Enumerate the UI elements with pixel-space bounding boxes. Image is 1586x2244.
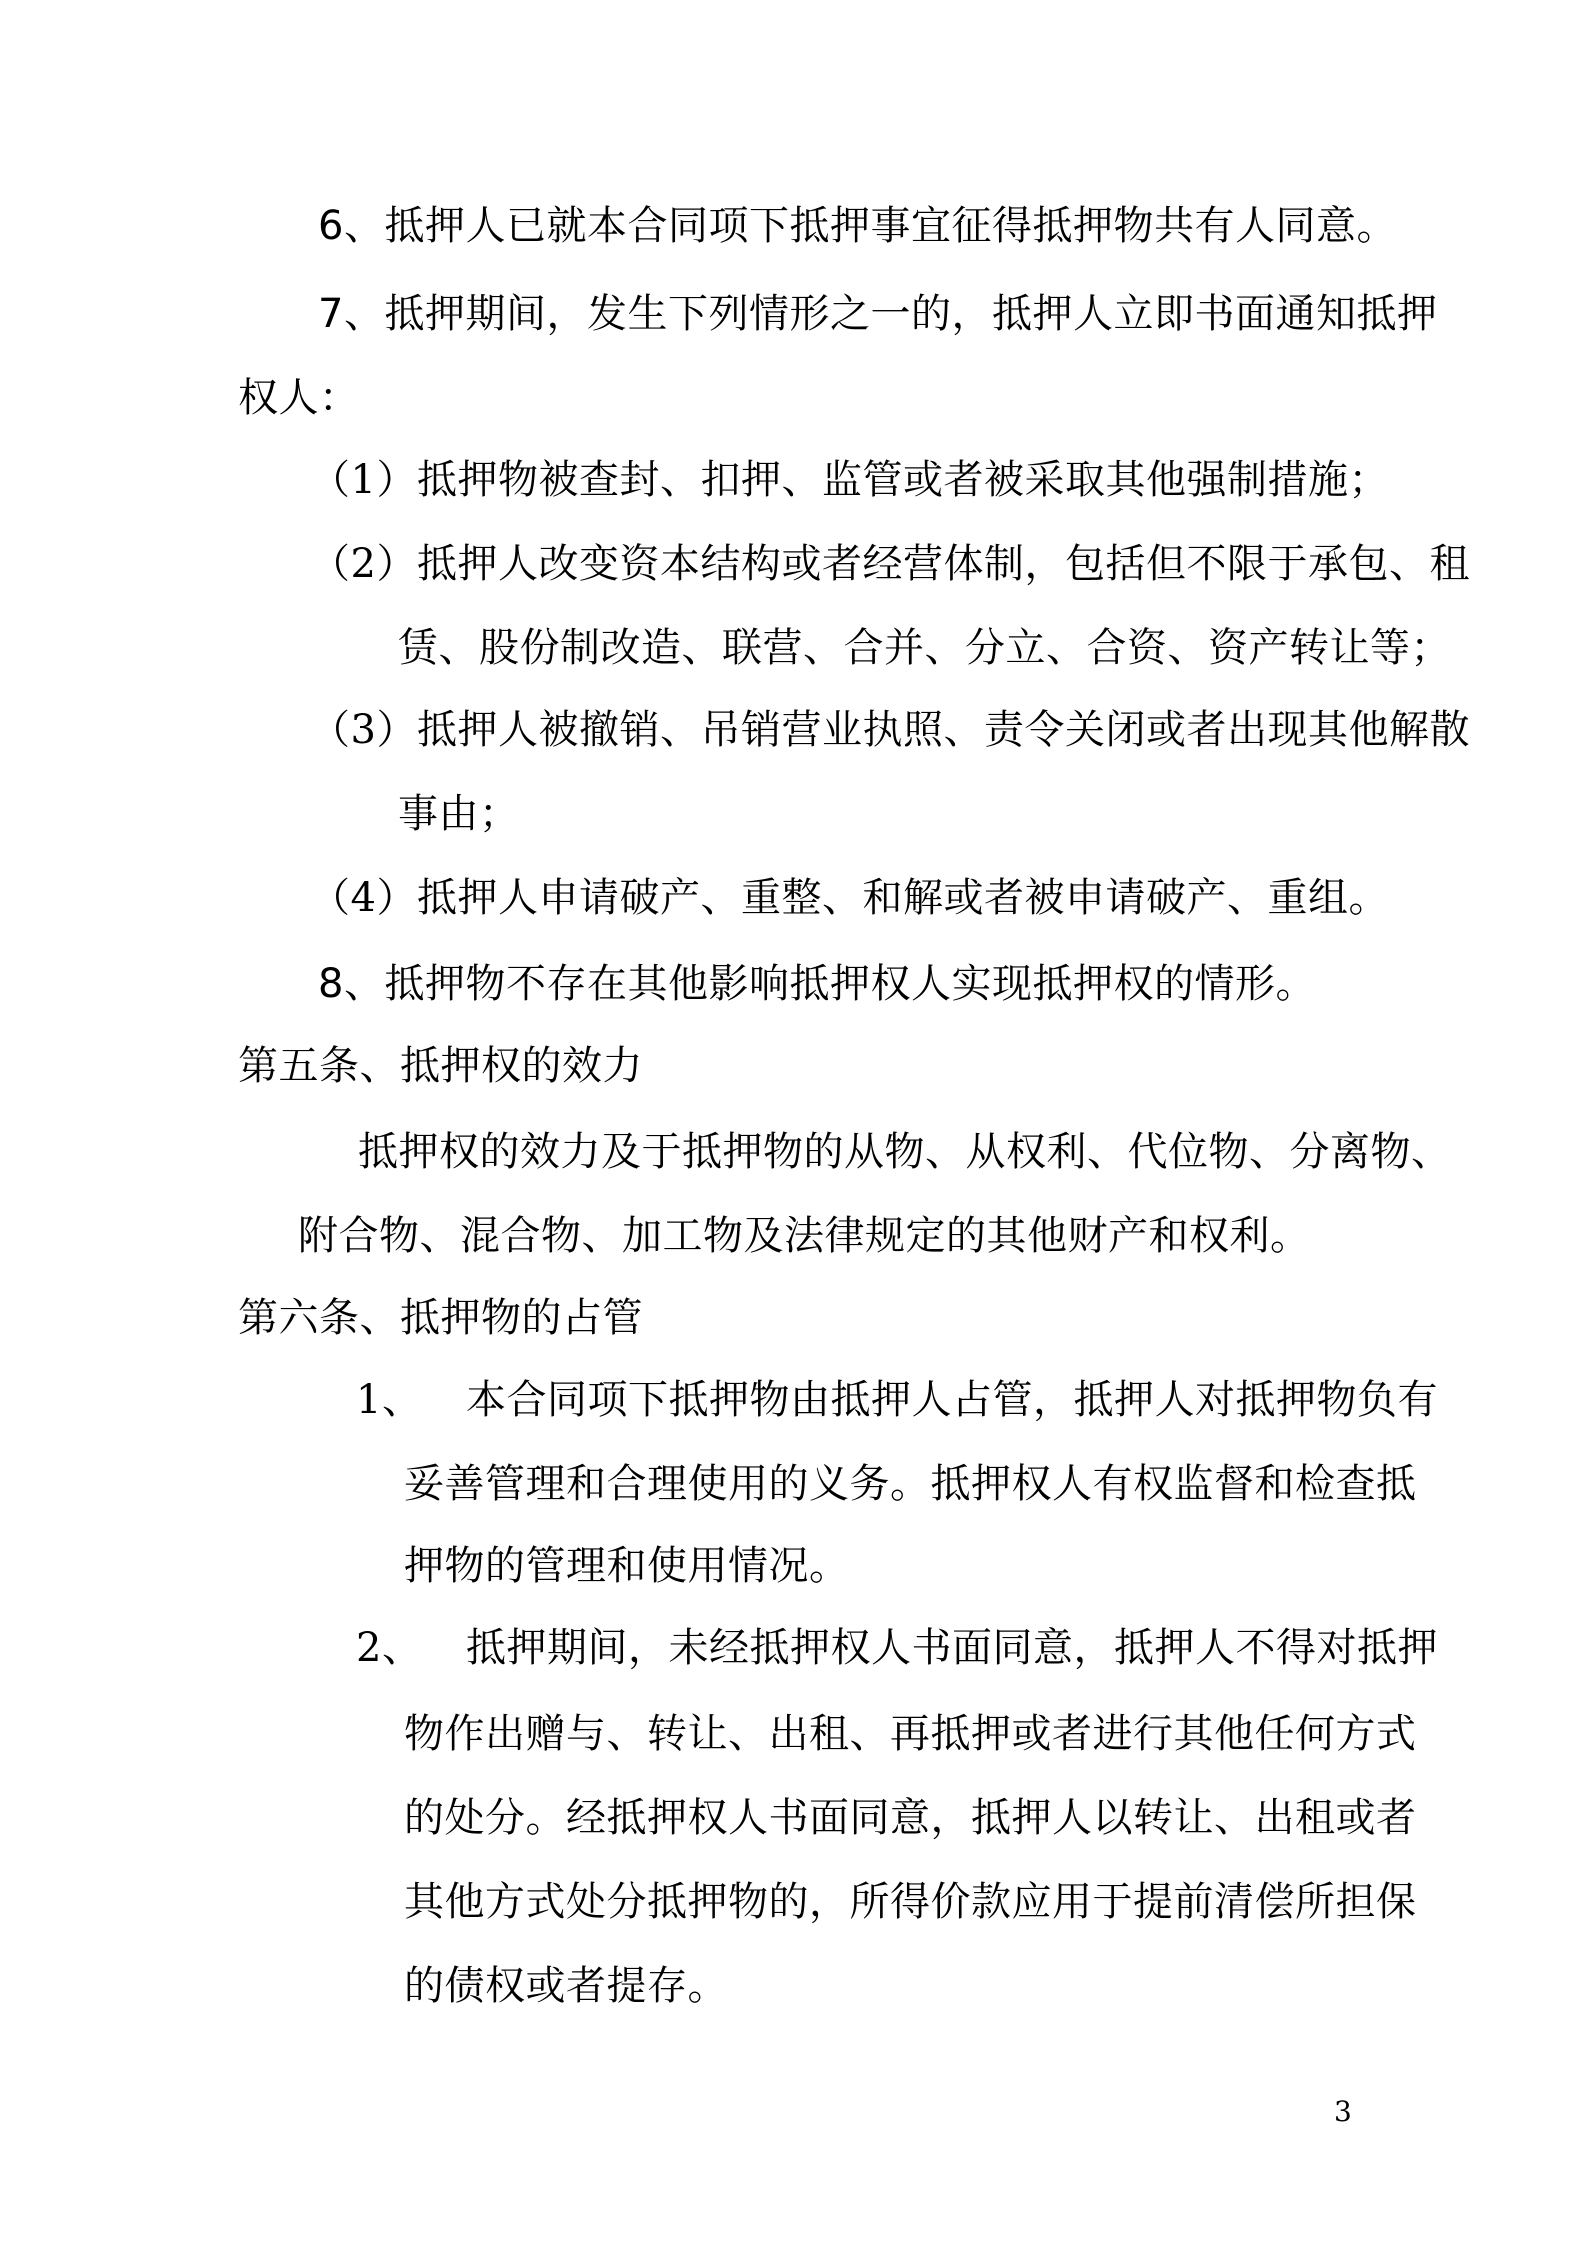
paragraph-line: 6、抵押人已就本合同项下抵押事宜征得抵押物共有人同意。 <box>318 203 1397 249</box>
list-item <box>310 452 1389 508</box>
list-item-text: 抵押人被撤销、吊销营业执照、责令关闭或者出现其他解散 <box>416 707 1470 753</box>
section-heading: 第六条、抵押物的占管 <box>238 1295 643 1341</box>
list-item-continuation: 的债权或者提存。 <box>404 1963 728 2009</box>
numbered-item <box>356 1372 1438 1428</box>
list-item <box>310 702 1470 758</box>
paragraph-line: 权人： <box>238 375 360 421</box>
section-heading: 第五条、抵押权的效力 <box>238 1043 643 1089</box>
list-marker: （2） <box>310 541 417 587</box>
list-item-text: 本合同项下抵押物由抵押人占管，抵押人对抵押物负有 <box>466 1377 1438 1423</box>
list-item-continuation: 其他方式处分抵押物的，所得价款应用于提前清偿所担保 <box>404 1879 1417 1925</box>
list-item-text: 抵押期间，未经抵押权人书面同意，抵押人不得对抵押 <box>466 1625 1438 1671</box>
list-marker: 1、 <box>356 1377 423 1423</box>
list-item <box>310 870 1389 926</box>
list-item-text: 抵押物被查封、扣押、监管或者被采取其他强制措施； <box>416 457 1389 503</box>
list-item-continuation: 的处分。经抵押权人书面同意，抵押人以转让、出租或者 <box>404 1795 1417 1841</box>
paragraph-line: 附合物、混合物、加工物及法律规定的其他财产和权利。 <box>298 1213 1311 1259</box>
list-marker: （3） <box>310 707 417 753</box>
list-item-continuation: 赁、股份制改造、联营、合并、分立、合资、资产转让等； <box>398 625 1451 671</box>
list-item-continuation: 物作出赠与、转让、出租、再抵押或者进行其他任何方式 <box>404 1711 1417 1757</box>
list-item-text: 抵押人改变资本结构或者经营体制，包括但不限于承包、租 <box>416 541 1470 587</box>
list-marker: 2、 <box>356 1625 423 1671</box>
list-item-continuation: 妥善管理和合理使用的义务。抵押权人有权监督和检查抵 <box>404 1461 1417 1507</box>
list-marker: （1） <box>310 457 417 503</box>
list-item <box>310 536 1470 592</box>
numbered-item <box>356 1620 1438 1676</box>
page-number: 3 <box>1334 2095 1352 2128</box>
list-item-text: 抵押人申请破产、重整、和解或者被申请破产、重组。 <box>416 875 1389 921</box>
paragraph-line: 7、抵押期间，发生下列情形之一的，抵押人立即书面通知抵押 <box>318 291 1438 337</box>
paragraph-line: 8、抵押物不存在其他影响抵押权人实现抵押权的情形。 <box>318 961 1316 1007</box>
paragraph-line: 抵押权的效力及于抵押物的从物、从权利、代位物、分离物、 <box>358 1129 1452 1175</box>
list-item-continuation: 事由； <box>398 791 520 837</box>
list-item-continuation: 押物的管理和使用情况。 <box>404 1543 850 1589</box>
list-marker: （4） <box>310 875 417 921</box>
